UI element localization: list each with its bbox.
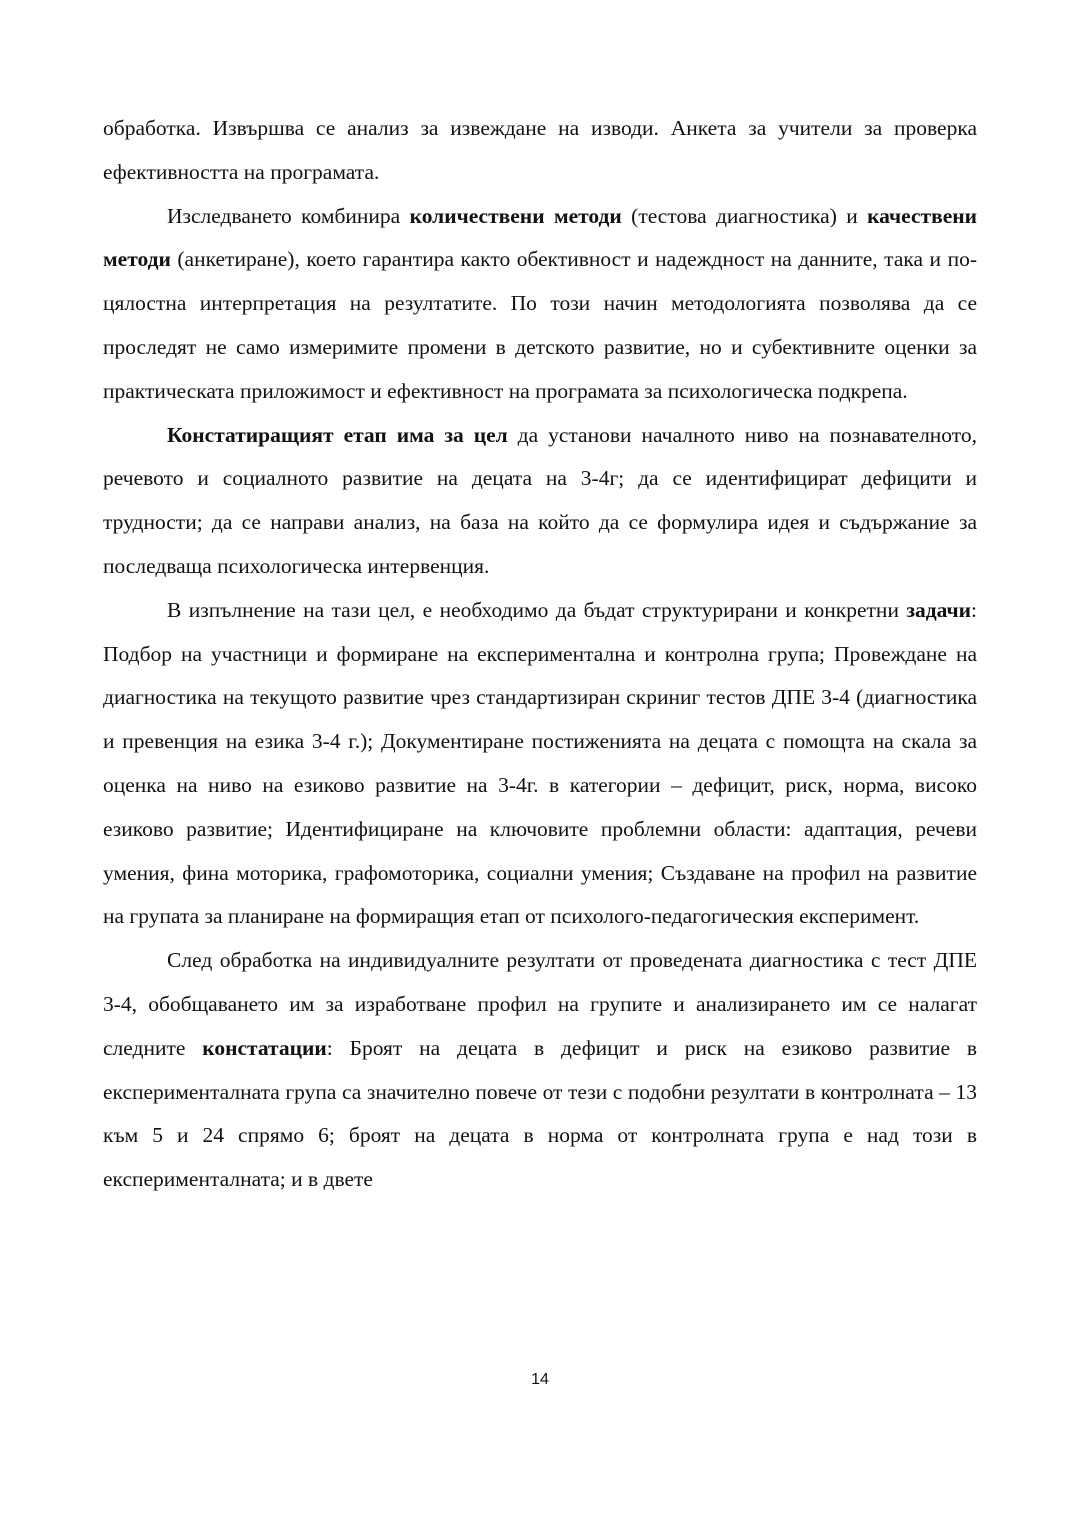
paragraph-p2 — [103, 195, 977, 414]
text-run: : Подбор на участници и формиране на експериментална и контролна група; Провеждане на диагностика на текущото развитие чрез стандартизиран скриниг тестов ДПЕ 3-4 (диагностика и превенция на езика 3-4 г.); Документиране постиженията на децата с помощта на скала за оценка на ниво на езиково развитие на 3-4г. в категории – дефицит, риск, норма, високо езиково развитие; Идентифициране на ключовите проблемни области: адаптация, речеви умения, фина моторика, графомоторика, социални умения; Създаване на профил на развитие на групата за планиране на формиращия етап от психолого-педагогическия експеримент. — [103, 597, 977, 929]
paragraph-p3 — [103, 414, 977, 589]
page-number: 14 — [531, 1371, 549, 1388]
paragraph-p5 — [103, 939, 977, 1202]
bold-term: количествени методи — [409, 203, 622, 228]
text-run: обработка. Извършва се анализ за извеждане на изводи. Анкета за учители за проверка ефективността на програмата. — [103, 116, 977, 184]
bold-term: задачи — [906, 597, 972, 622]
text-run: След обработка на индивидуалните резултати от проведената диагностика с тест ДПЕ 3-4, обобщаването им за изработване профил на групите и анализирането им се налагат следните — [103, 948, 977, 1060]
bold-term: Констатиращият етап има за цел — [167, 422, 508, 447]
text-run: (анкетиране), което гарантира както обективност и надеждност на данните, така и по-цялостна интерпретация на резултатите. По този начин методологията позволява да се проследят не само измеримите промени в детското развитие, но и субективните оценки за практическата приложимост и ефективност на програмата за психологическа подкрепа. — [103, 247, 977, 403]
bold-term: констатации — [202, 1035, 327, 1060]
text-run: В изпълнение на тази цел, е необходимо да бъдат структурирани и конкретни — [167, 597, 907, 622]
bold-term: качествени методи — [103, 203, 978, 272]
paragraph-p1 — [103, 107, 977, 195]
text-run: да установи началното ниво на познавателното, речевото и социалното развитие на децата на 3-4г; да се идентифицират дефицити и трудности; да се направи анализ, на база на който да се формулира идея и съдържание за последваща психологическа интервенция. — [103, 422, 978, 578]
text-run: Изследването комбинира — [167, 203, 410, 228]
body-text — [103, 107, 977, 1202]
paragraph-p4 — [103, 589, 977, 939]
text-run: (тестова диагностика) и — [621, 203, 868, 228]
text-run: : Броят на децата в дефицит и риск на езиково развитие в експерименталната група са значително повече от тези с подобни резултати в контролната – 13 към 5 и 24 спрямо 6; броят на децата в норма от контролната група е над този в експерименталната; и в двете — [103, 1035, 977, 1192]
